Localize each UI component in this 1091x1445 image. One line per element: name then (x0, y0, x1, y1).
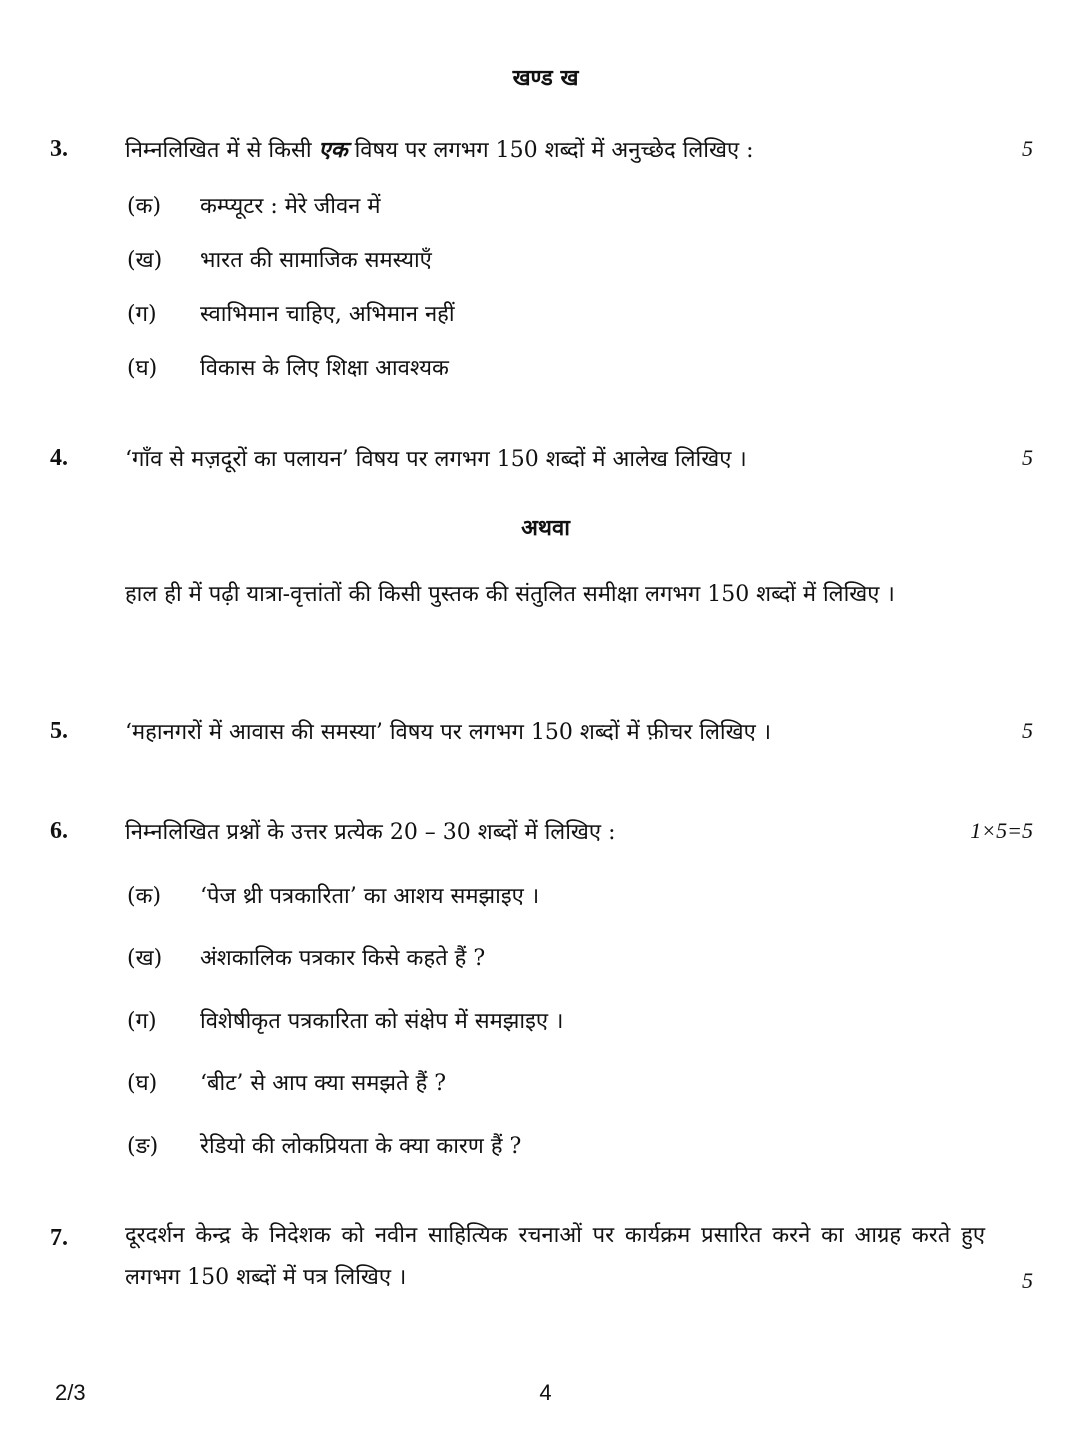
question-4-marks: 5 (1022, 445, 1033, 470)
question-5-number: 5. (50, 718, 68, 744)
option-text: ‘पेज थ्री पत्रकारिता’ का आशय समझाइए । (200, 884, 540, 909)
question-5-marks: 5 (1022, 718, 1033, 743)
section-title: खण्ड ख (512, 65, 579, 91)
option-label: (ख) (127, 248, 163, 273)
question-6-marks: 1×5=5 (970, 818, 1033, 843)
option-label: (क) (127, 884, 162, 909)
question-5-text: ‘महानगरों में आवास की समस्या’ विषय पर लगभग 150 शब्दों में फ़ीचर लिखिए । (125, 720, 772, 745)
question-6-text: निम्नलिखित प्रश्नों के उत्तर प्रत्येक 20 – 30 शब्दों में लिखिए : (125, 820, 616, 845)
option-label: (घ) (127, 356, 158, 381)
paper-code: 2/3 (55, 1380, 86, 1405)
page-number: 4 (539, 1380, 552, 1405)
question-7-marks: 5 (1022, 1268, 1033, 1293)
option-text: विशेषीकृत पत्रकारिता को संक्षेप में समझाइए । (200, 1009, 564, 1034)
question-4-alternative-text: हाल ही में पढ़ी यात्रा-वृत्तांतों की किसी पुस्तक की संतुलित समीक्षा लगभग 150 शब्दों में लिखिए । (125, 582, 895, 607)
question-3-marks: 5 (1022, 136, 1033, 161)
question-3-text-before: निम्नलिखित में से किसी (125, 138, 319, 163)
question-3-text-after: विषय पर लगभग 150 शब्दों में अनुच्छेद लिखिए : (347, 138, 754, 163)
option-text: कम्प्यूटर : मेरे जीवन में (200, 194, 381, 219)
option-label: (ख) (127, 946, 163, 971)
option-label: (घ) (127, 1071, 158, 1096)
question-7-text: दूरदर्शन केन्द्र के निदेशक को नवीन साहित्यिक रचनाओं पर कार्यक्रम प्रसारित करने का आग्रह करते हुए लगभग 150 शब्दों में पत्र लिखिए । (125, 1223, 985, 1290)
question-3-text-emphasis: एक (318, 137, 348, 163)
option-label: (क) (127, 194, 162, 219)
option-text: अंशकालिक पत्रकार किसे कहते हैं ? (200, 946, 486, 971)
option-text: भारत की सामाजिक समस्याएँ (200, 248, 432, 273)
or-label: अथवा (521, 515, 570, 541)
question-6-number: 6. (50, 818, 68, 844)
question-7-number: 7. (50, 1225, 68, 1251)
option-label: (ङ) (127, 1134, 159, 1159)
question-3-number: 3. (50, 136, 68, 162)
question-4-text: ‘गाँव से मज़दूरों का पलायन’ विषय पर लगभग 150 शब्दों में आलेख लिखिए । (125, 447, 747, 472)
option-label: (ग) (127, 1009, 157, 1034)
option-text: विकास के लिए शिक्षा आवश्यक (200, 356, 449, 381)
option-text: रेडियो की लोकप्रियता के क्या कारण हैं ? (200, 1134, 522, 1159)
option-text: स्वाभिमान चाहिए, अभिमान नहीं (200, 302, 455, 327)
option-text: ‘बीट’ से आप क्या समझते हैं ? (200, 1071, 447, 1096)
option-label: (ग) (127, 302, 157, 327)
question-3-text (125, 134, 754, 164)
question-4-number: 4. (50, 445, 68, 471)
